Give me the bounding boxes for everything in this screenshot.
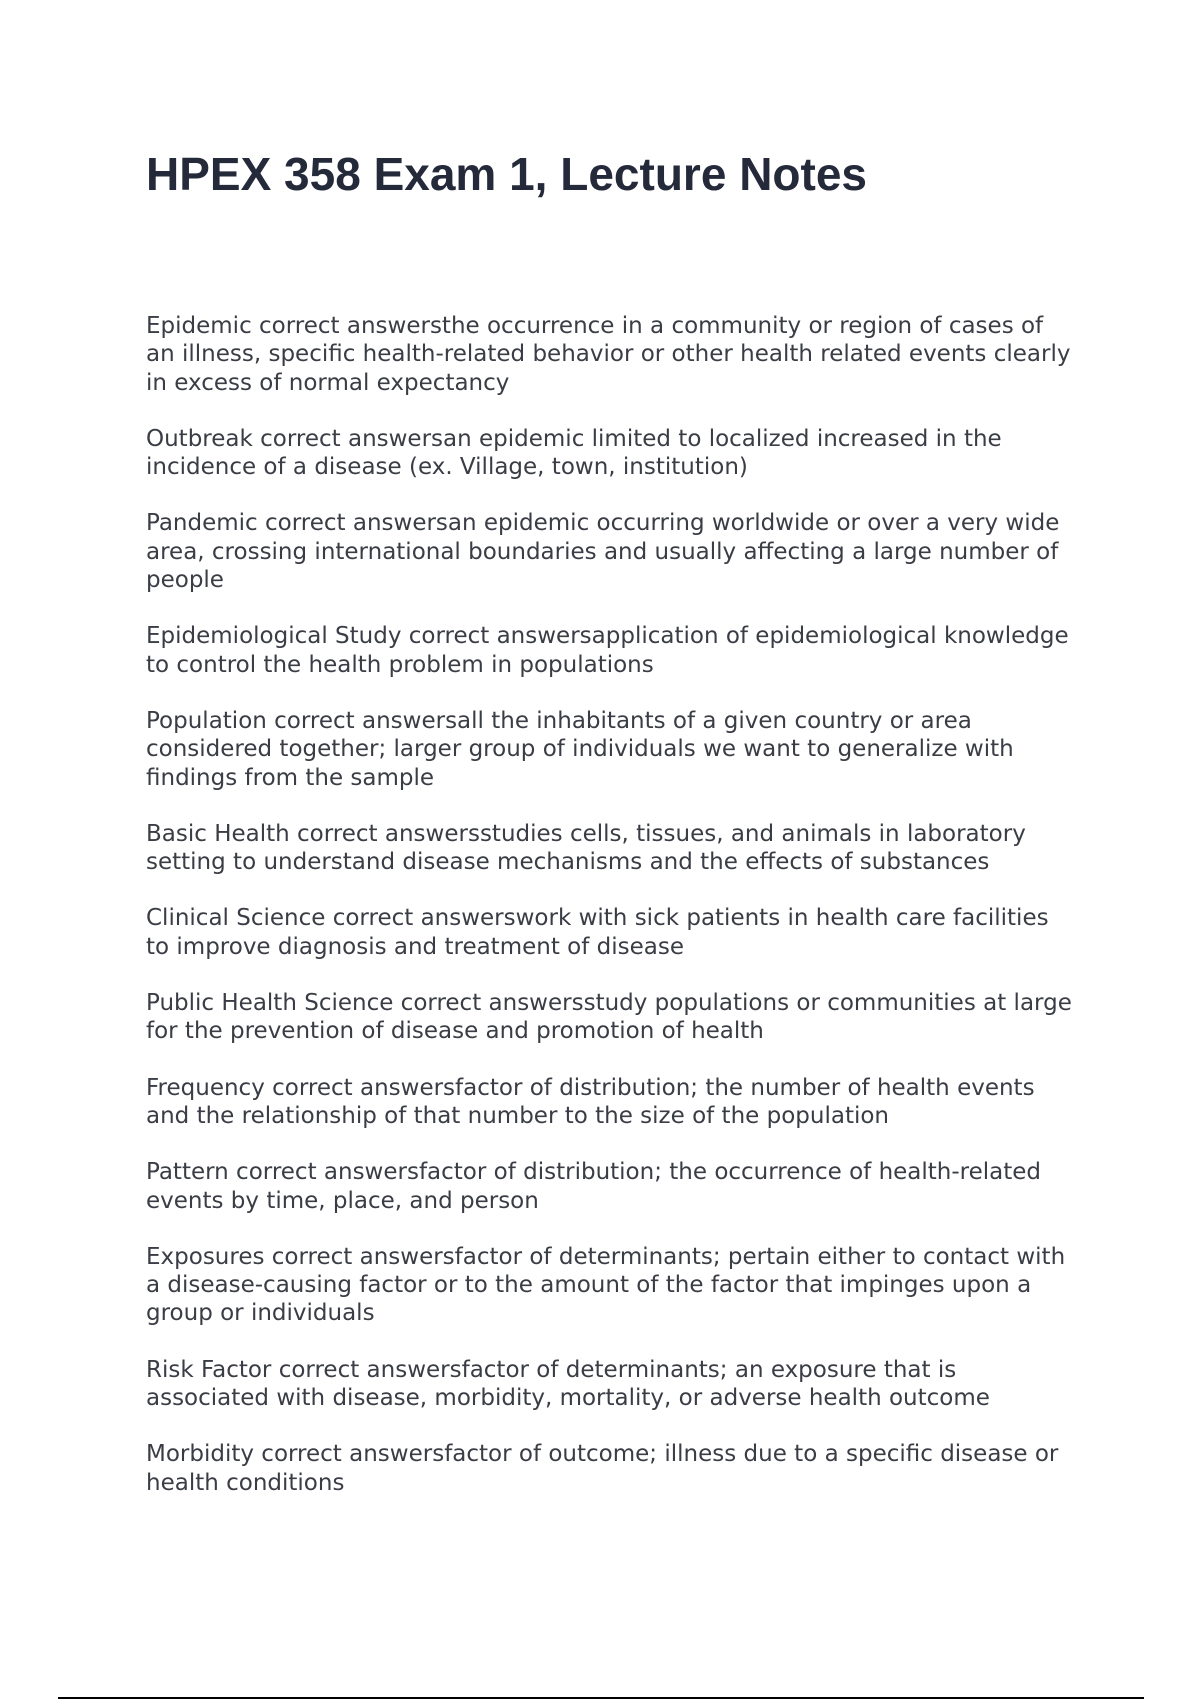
note-entry-exposures: Exposures correct answersfactor of determinants; pertain either to contact with a disease-causing factor or to the amount of the factor that impinges upon a group or individuals [146, 1243, 1066, 1327]
note-entry-morbidity: Morbidity correct answersfactor of outcome; illness due to a specific disease or health conditions [146, 1441, 1059, 1496]
document-title: HPEX 358 Exam 1, Lecture Notes [146, 148, 867, 200]
note-entry-epidemic: Epidemic correct answersthe occurrence in a community or region of cases of an illness, specific health-related behavior or other health related events clearly in excess of normal expectancy [146, 313, 1071, 396]
note-entry-risk-factor: Risk Factor correct answersfactor of determinants; an exposure that is associated with disease, morbidity, mortality, or adverse health outcome [146, 1356, 990, 1412]
page-bottom-divider [58, 1697, 1144, 1699]
notes-list [146, 312, 1076, 1525]
note-entry-basic-health: Basic Health correct answersstudies cells, tissues, and animals in laboratory setting to understand disease mechanisms and the effects of substances [146, 820, 1026, 876]
note-entry-pandemic: Pandemic correct answersan epidemic occurring worldwide or over a very wide area, crossing international boundaries and usually affecting a large number of people [146, 510, 1060, 594]
note-entry-epidemiological-study: Epidemiological Study correct answersapplication of epidemiological knowledge to control the health problem in populations [146, 623, 1069, 678]
note-entry-frequency: Frequency correct answersfactor of distribution; the number of health events and the relationship of that number to the size of the population [146, 1074, 1035, 1129]
note-entry-outbreak: Outbreak correct answersan epidemic limited to localized increased in the incidence of a disease (ex. Village, town, institution) [146, 425, 1002, 481]
note-entry-clinical-science: Clinical Science correct answerswork with sick patients in health care facilities to improve diagnosis and treatment of disease [146, 905, 1049, 960]
note-entry-population: Population correct answersall the inhabitants of a given country or area considered together; larger group of individuals we want to generalize with findings from the sample [146, 707, 1014, 791]
note-entry-pattern: Pattern correct answersfactor of distribution; the occurrence of health-related events by time, place, and person [146, 1159, 1042, 1214]
note-entry-public-health-science: Public Health Science correct answersstudy populations or communities at large for the prevention of disease and promotion of health [146, 990, 1072, 1045]
